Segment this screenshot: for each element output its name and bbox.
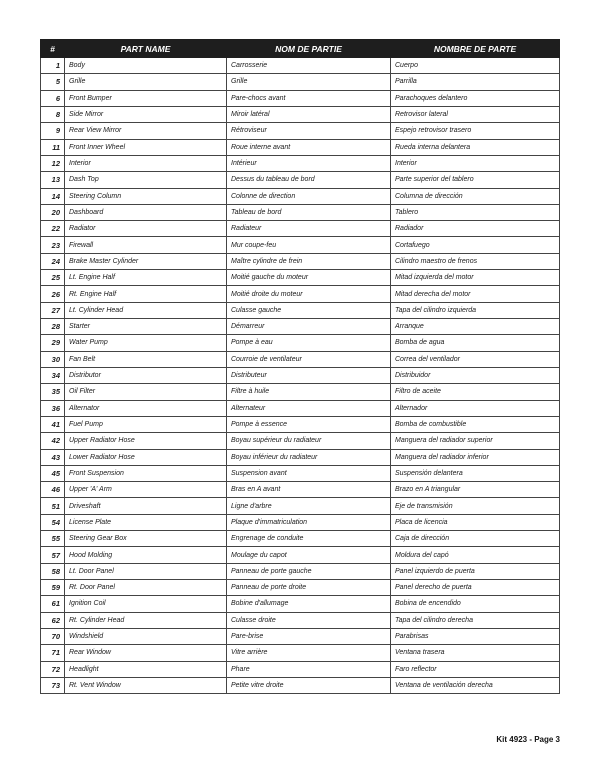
nom-de-partie-cell: Miroir latéral xyxy=(227,106,391,122)
nom-de-partie-cell: Pompe à eau xyxy=(227,335,391,351)
header-nom-de-partie: NOM DE PARTIE xyxy=(227,40,391,58)
nom-de-partie-cell: Intérieur xyxy=(227,155,391,171)
header-part-name: PART NAME xyxy=(65,40,227,58)
table-row xyxy=(41,547,560,563)
part-number-cell: 46 xyxy=(41,482,65,498)
part-number-cell: 61 xyxy=(41,596,65,612)
part-name-cell: Lt. Engine Half xyxy=(65,270,227,286)
header-nombre-de-parte: NOMBRE DE PARTE xyxy=(391,40,560,58)
table-row xyxy=(41,628,560,644)
nombre-de-parte-cell: Bomba de agua xyxy=(391,335,560,351)
part-number-cell: 26 xyxy=(41,286,65,302)
part-number-cell: 45 xyxy=(41,465,65,481)
part-number-cell: 70 xyxy=(41,628,65,644)
nombre-de-parte-cell: Espejo retrovisor trasero xyxy=(391,123,560,139)
nom-de-partie-cell: Pompe à essence xyxy=(227,416,391,432)
table-row xyxy=(41,514,560,530)
part-name-cell: Lower Radiator Hose xyxy=(65,449,227,465)
part-number-cell: 9 xyxy=(41,123,65,139)
table-header xyxy=(41,40,560,58)
nombre-de-parte-cell: Mitad derecha del motor xyxy=(391,286,560,302)
table-row xyxy=(41,449,560,465)
part-number-cell: 43 xyxy=(41,449,65,465)
part-name-cell: Rear Window xyxy=(65,645,227,661)
table-row xyxy=(41,596,560,612)
table-row xyxy=(41,645,560,661)
nombre-de-parte-cell: Tapa del cilindro derecha xyxy=(391,612,560,628)
part-number-cell: 20 xyxy=(41,204,65,220)
part-name-cell: Side Mirror xyxy=(65,106,227,122)
nom-de-partie-cell: Vitre arrière xyxy=(227,645,391,661)
table-row xyxy=(41,384,560,400)
part-name-cell: Rt. Engine Half xyxy=(65,286,227,302)
part-number-cell: 13 xyxy=(41,172,65,188)
nom-de-partie-cell: Tableau de bord xyxy=(227,204,391,220)
part-name-cell: Distributor xyxy=(65,367,227,383)
part-name-cell: Lt. Cylinder Head xyxy=(65,302,227,318)
nombre-de-parte-cell: Ventana de ventilación derecha xyxy=(391,677,560,693)
part-number-cell: 22 xyxy=(41,221,65,237)
nombre-de-parte-cell: Manguera del radiador superior xyxy=(391,433,560,449)
table-body xyxy=(41,58,560,694)
table-row xyxy=(41,661,560,677)
table-row xyxy=(41,302,560,318)
table-row xyxy=(41,351,560,367)
nombre-de-parte-cell: Brazo en A triangular xyxy=(391,482,560,498)
part-number-cell: 28 xyxy=(41,319,65,335)
part-name-cell: Front Suspension xyxy=(65,465,227,481)
nombre-de-parte-cell: Bobina de encendido xyxy=(391,596,560,612)
part-name-cell: Water Pump xyxy=(65,335,227,351)
nombre-de-parte-cell: Suspensión delantera xyxy=(391,465,560,481)
part-number-cell: 41 xyxy=(41,416,65,432)
table-row xyxy=(41,286,560,302)
nom-de-partie-cell: Bobine d'allumage xyxy=(227,596,391,612)
part-name-cell: Front Bumper xyxy=(65,90,227,106)
nombre-de-parte-cell: Moldura del capó xyxy=(391,547,560,563)
part-number-cell: 1 xyxy=(41,58,65,74)
table-row xyxy=(41,74,560,90)
table-row xyxy=(41,204,560,220)
nom-de-partie-cell: Boyau inférieur du radiateur xyxy=(227,449,391,465)
table-row xyxy=(41,237,560,253)
part-number-cell: 51 xyxy=(41,498,65,514)
part-name-cell: Rear View Mirror xyxy=(65,123,227,139)
table-row xyxy=(41,139,560,155)
part-number-cell: 24 xyxy=(41,253,65,269)
nombre-de-parte-cell: Interior xyxy=(391,155,560,171)
part-name-cell: Body xyxy=(65,58,227,74)
nombre-de-parte-cell: Cuerpo xyxy=(391,58,560,74)
table-row xyxy=(41,221,560,237)
nombre-de-parte-cell: Distribuidor xyxy=(391,367,560,383)
nom-de-partie-cell: Radiateur xyxy=(227,221,391,237)
part-number-cell: 58 xyxy=(41,563,65,579)
table-row xyxy=(41,335,560,351)
nombre-de-parte-cell: Rueda interna delantera xyxy=(391,139,560,155)
nom-de-partie-cell: Panneau de porte droite xyxy=(227,580,391,596)
nom-de-partie-cell: Mur coupe-feu xyxy=(227,237,391,253)
table-row xyxy=(41,90,560,106)
part-name-cell: Lt. Door Panel xyxy=(65,563,227,579)
nombre-de-parte-cell: Retrovisor lateral xyxy=(391,106,560,122)
part-number-cell: 55 xyxy=(41,531,65,547)
nom-de-partie-cell: Alternateur xyxy=(227,400,391,416)
nom-de-partie-cell: Petite vitre droite xyxy=(227,677,391,693)
nom-de-partie-cell: Bras en A avant xyxy=(227,482,391,498)
page-footer: Kit 4923 - Page 3 xyxy=(496,735,560,744)
part-number-cell: 62 xyxy=(41,612,65,628)
part-name-cell: Dashboard xyxy=(65,204,227,220)
part-number-cell: 5 xyxy=(41,74,65,90)
table-row xyxy=(41,677,560,693)
table-row xyxy=(41,123,560,139)
part-name-cell: Brake Master Cylinder xyxy=(65,253,227,269)
table-row xyxy=(41,482,560,498)
part-name-cell: Grille xyxy=(65,74,227,90)
part-name-cell: Rt. Vent Window xyxy=(65,677,227,693)
part-name-cell: Headlight xyxy=(65,661,227,677)
part-name-cell: Hood Molding xyxy=(65,547,227,563)
nombre-de-parte-cell: Filtro de aceite xyxy=(391,384,560,400)
part-name-cell: Upper Radiator Hose xyxy=(65,433,227,449)
table-row xyxy=(41,58,560,74)
nom-de-partie-cell: Courroie de ventilateur xyxy=(227,351,391,367)
part-name-cell: Oil Filter xyxy=(65,384,227,400)
nombre-de-parte-cell: Cortafuego xyxy=(391,237,560,253)
part-number-cell: 29 xyxy=(41,335,65,351)
nom-de-partie-cell: Maître cylindre de frein xyxy=(227,253,391,269)
part-name-cell: Radiator xyxy=(65,221,227,237)
part-number-cell: 23 xyxy=(41,237,65,253)
nombre-de-parte-cell: Caja de dirección xyxy=(391,531,560,547)
nom-de-partie-cell: Culasse gauche xyxy=(227,302,391,318)
part-name-cell: Starter xyxy=(65,319,227,335)
table-row xyxy=(41,465,560,481)
nom-de-partie-cell: Ligne d'arbre xyxy=(227,498,391,514)
part-number-cell: 27 xyxy=(41,302,65,318)
table-row xyxy=(41,106,560,122)
part-number-cell: 6 xyxy=(41,90,65,106)
nombre-de-parte-cell: Alternador xyxy=(391,400,560,416)
nom-de-partie-cell: Rétroviseur xyxy=(227,123,391,139)
nombre-de-parte-cell: Placa de licencia xyxy=(391,514,560,530)
nombre-de-parte-cell: Ventana trasera xyxy=(391,645,560,661)
part-name-cell: Ignition Coil xyxy=(65,596,227,612)
part-number-cell: 25 xyxy=(41,270,65,286)
nombre-de-parte-cell: Panel izquierdo de puerta xyxy=(391,563,560,579)
nom-de-partie-cell: Roue interne avant xyxy=(227,139,391,155)
part-number-cell: 14 xyxy=(41,188,65,204)
part-number-cell: 12 xyxy=(41,155,65,171)
nombre-de-parte-cell: Columna de dirección xyxy=(391,188,560,204)
nom-de-partie-cell: Moulage du capot xyxy=(227,547,391,563)
part-name-cell: Dash Top xyxy=(65,172,227,188)
nombre-de-parte-cell: Eje de transmisión xyxy=(391,498,560,514)
table-row xyxy=(41,563,560,579)
nombre-de-parte-cell: Manguera del radiador inferior xyxy=(391,449,560,465)
table-row xyxy=(41,172,560,188)
part-name-cell: Firewall xyxy=(65,237,227,253)
nom-de-partie-cell: Grille xyxy=(227,74,391,90)
table-row xyxy=(41,580,560,596)
nom-de-partie-cell: Distributeur xyxy=(227,367,391,383)
nombre-de-parte-cell: Arranque xyxy=(391,319,560,335)
table-row xyxy=(41,319,560,335)
nombre-de-parte-cell: Correa del ventilador xyxy=(391,351,560,367)
part-number-cell: 71 xyxy=(41,645,65,661)
table-row xyxy=(41,367,560,383)
nombre-de-parte-cell: Parachoques delantero xyxy=(391,90,560,106)
nom-de-partie-cell: Dessus du tableau de bord xyxy=(227,172,391,188)
nombre-de-parte-cell: Mitad izquierda del motor xyxy=(391,270,560,286)
table-row xyxy=(41,188,560,204)
part-name-cell: License Plate xyxy=(65,514,227,530)
table-row xyxy=(41,253,560,269)
nom-de-partie-cell: Carrosserie xyxy=(227,58,391,74)
part-number-cell: 35 xyxy=(41,384,65,400)
table-row xyxy=(41,400,560,416)
table-row xyxy=(41,498,560,514)
part-number-cell: 73 xyxy=(41,677,65,693)
nom-de-partie-cell: Pare-brise xyxy=(227,628,391,644)
part-name-cell: Windshield xyxy=(65,628,227,644)
part-name-cell: Rt. Cylinder Head xyxy=(65,612,227,628)
part-number-cell: 30 xyxy=(41,351,65,367)
table-row xyxy=(41,433,560,449)
nombre-de-parte-cell: Parabrisas xyxy=(391,628,560,644)
part-name-cell: Alternator xyxy=(65,400,227,416)
table-row xyxy=(41,416,560,432)
part-name-cell: Steering Column xyxy=(65,188,227,204)
nom-de-partie-cell: Suspension avant xyxy=(227,465,391,481)
part-name-cell: Upper 'A' Arm xyxy=(65,482,227,498)
nombre-de-parte-cell: Tablero xyxy=(391,204,560,220)
nombre-de-parte-cell: Cilindro maestro de frenos xyxy=(391,253,560,269)
part-name-cell: Interior xyxy=(65,155,227,171)
table-row xyxy=(41,531,560,547)
part-name-cell: Steering Gear Box xyxy=(65,531,227,547)
nombre-de-parte-cell: Bomba de combustible xyxy=(391,416,560,432)
nombre-de-parte-cell: Faro reflector xyxy=(391,661,560,677)
part-name-cell: Front Inner Wheel xyxy=(65,139,227,155)
nom-de-partie-cell: Moitié droite du moteur xyxy=(227,286,391,302)
nombre-de-parte-cell: Parrilla xyxy=(391,74,560,90)
part-number-cell: 54 xyxy=(41,514,65,530)
nom-de-partie-cell: Démarreur xyxy=(227,319,391,335)
part-number-cell: 34 xyxy=(41,367,65,383)
nom-de-partie-cell: Filtre à huile xyxy=(227,384,391,400)
part-number-cell: 72 xyxy=(41,661,65,677)
nom-de-partie-cell: Panneau de porte gauche xyxy=(227,563,391,579)
nom-de-partie-cell: Moitié gauche du moteur xyxy=(227,270,391,286)
nom-de-partie-cell: Phare xyxy=(227,661,391,677)
nom-de-partie-cell: Culasse droite xyxy=(227,612,391,628)
part-number-cell: 57 xyxy=(41,547,65,563)
nombre-de-parte-cell: Tapa del cilindro izquierda xyxy=(391,302,560,318)
table-row xyxy=(41,270,560,286)
part-number-cell: 36 xyxy=(41,400,65,416)
nombre-de-parte-cell: Parte superior del tablero xyxy=(391,172,560,188)
part-number-cell: 42 xyxy=(41,433,65,449)
part-number-cell: 8 xyxy=(41,106,65,122)
part-number-cell: 59 xyxy=(41,580,65,596)
nom-de-partie-cell: Plaque d'immatriculation xyxy=(227,514,391,530)
nom-de-partie-cell: Engrenage de conduite xyxy=(227,531,391,547)
nom-de-partie-cell: Boyau supérieur du radiateur xyxy=(227,433,391,449)
part-name-cell: Driveshaft xyxy=(65,498,227,514)
nombre-de-parte-cell: Panel derecho de puerta xyxy=(391,580,560,596)
header-row xyxy=(41,40,560,58)
nom-de-partie-cell: Colonne de direction xyxy=(227,188,391,204)
part-name-cell: Fan Belt xyxy=(65,351,227,367)
table-row xyxy=(41,612,560,628)
nom-de-partie-cell: Pare-chocs avant xyxy=(227,90,391,106)
parts-table xyxy=(40,39,560,694)
part-name-cell: Fuel Pump xyxy=(65,416,227,432)
table-row xyxy=(41,155,560,171)
part-name-cell: Rt. Door Panel xyxy=(65,580,227,596)
nombre-de-parte-cell: Radiador xyxy=(391,221,560,237)
part-number-cell: 11 xyxy=(41,139,65,155)
header-num: # xyxy=(41,40,65,58)
